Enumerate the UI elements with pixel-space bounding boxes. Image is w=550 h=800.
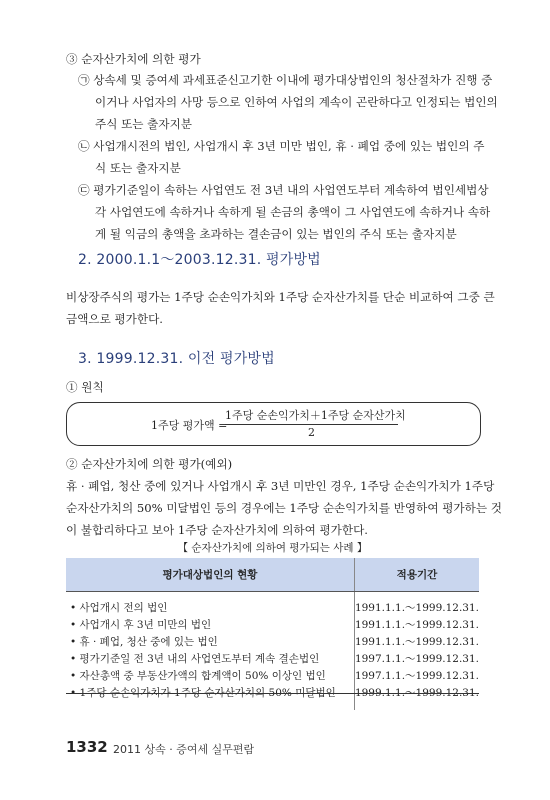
table-row-status: • 휴 · 폐업, 청산 중에 있는 법인 <box>70 636 218 648</box>
book-title: 2011 상속 · 증여세 실무편람 <box>113 743 255 756</box>
header-period: 적용기간 <box>354 558 479 592</box>
section2-para-line: 금액으로 평가한다. <box>66 312 163 326</box>
item3-c-line: 각 사업연도에 속하거나 속하게 될 손금의 총액이 그 사업연도에 속하거나 속하 <box>95 205 491 219</box>
table-row-status: • 사업개시 전의 법인 <box>70 602 168 614</box>
table-caption: 【 순자산가치에 의하여 평가되는 사례 】 <box>177 542 368 554</box>
item3-c-line: ㉢ 평가기준일이 속하는 사업연도 전 3년 내의 사업연도부터 계속하여 법인세법상 <box>78 183 489 197</box>
table-row-status: • 사업개시 후 3년 미만의 법인 <box>70 619 212 631</box>
item3-b-line: ㉡ 사업개시전의 법인, 사업개시 후 3년 미만 법인, 휴 · 폐업 중에 있는 법인의 주 <box>78 139 485 153</box>
section2-title: 2. 2000.1.1～2003.12.31. 평가방법 <box>78 252 321 268</box>
page-number: 1332 <box>66 738 108 756</box>
formula-lhs: 1주당 평가액 = <box>151 419 228 432</box>
item3-c-line: 게 될 익금의 총액을 초과하는 결손금이 있는 법인의 주식 또는 출자지분 <box>95 227 457 241</box>
header-status: 평가대상법인의 현황 <box>66 558 354 592</box>
table-header-row <box>66 558 479 592</box>
principle-heading: ① 원칙 <box>66 380 104 394</box>
table-row-period: 1991.1.1.～1999.12.31. <box>354 602 479 614</box>
fraction-bar <box>225 424 398 425</box>
section3-para-line: 이 불합리하다고 보아 1주당 순자산가치에 의하여 평가한다. <box>66 523 368 537</box>
item3-a-line: 주식 또는 출자지분 <box>95 117 192 131</box>
item3-heading: ③ 순자산가치에 의한 평가 <box>66 52 201 66</box>
formula-box <box>66 402 481 446</box>
table-row-period: 1991.1.1.～1999.12.31. <box>354 636 479 648</box>
section2-para-line: 비상장주식의 평가는 1주당 순손익가치와 1주당 순자산가치를 단순 비교하여 그중 큰 <box>66 290 495 304</box>
table-row-status: • 1주당 순손익가치가 1주당 순자산가치의 50% 미달법인 <box>70 687 336 699</box>
table-row-period: 1991.1.1.～1999.12.31. <box>354 619 479 631</box>
section3-para-line: 순자산가치의 50% 미달법인 등의 경우에는 1주당 순손익가치를 반영하여 평가하는 것 <box>66 501 502 515</box>
item3-a-line: 이거나 사업자의 사망 등으로 인하여 사업의 계속이 곤란하다고 인정되는 법인의 <box>95 95 498 109</box>
table-bottom-rule <box>66 693 479 694</box>
table-row-period: 1997.1.1.～1999.12.31. <box>354 653 479 665</box>
section3-para-line: 휴 · 폐업, 청산 중에 있거나 사업개시 후 3년 미만인 경우, 1주당 순손익가치가 1주당 <box>66 479 495 493</box>
table-row-period: 1997.1.1.～1999.12.31. <box>354 670 479 682</box>
exception-heading: ② 순자산가치에 의한 평가(예외) <box>66 457 233 471</box>
table-row-status: • 자산총액 중 부동산가액의 합계액이 50% 이상인 법인 <box>70 670 326 682</box>
section3-title: 3. 1999.12.31. 이전 평가방법 <box>78 351 275 367</box>
cases-table <box>66 558 479 710</box>
table-row-status: • 평가기준일 전 3년 내의 사업연도부터 계속 결손법인 <box>70 653 320 665</box>
formula-numerator: 1주당 순손익가치＋1주당 순자산가치 <box>225 409 406 422</box>
formula-denominator: 2 <box>308 426 315 439</box>
item3-a-line: ㉠ 상속세 및 증여세 과세표준신고기한 이내에 평가대상법인의 청산절차가 진행 중 <box>78 73 493 87</box>
item3-b-line: 식 또는 출자지분 <box>95 161 181 175</box>
table-row-period: 1999.1.1.～1999.12.31. <box>354 687 479 699</box>
